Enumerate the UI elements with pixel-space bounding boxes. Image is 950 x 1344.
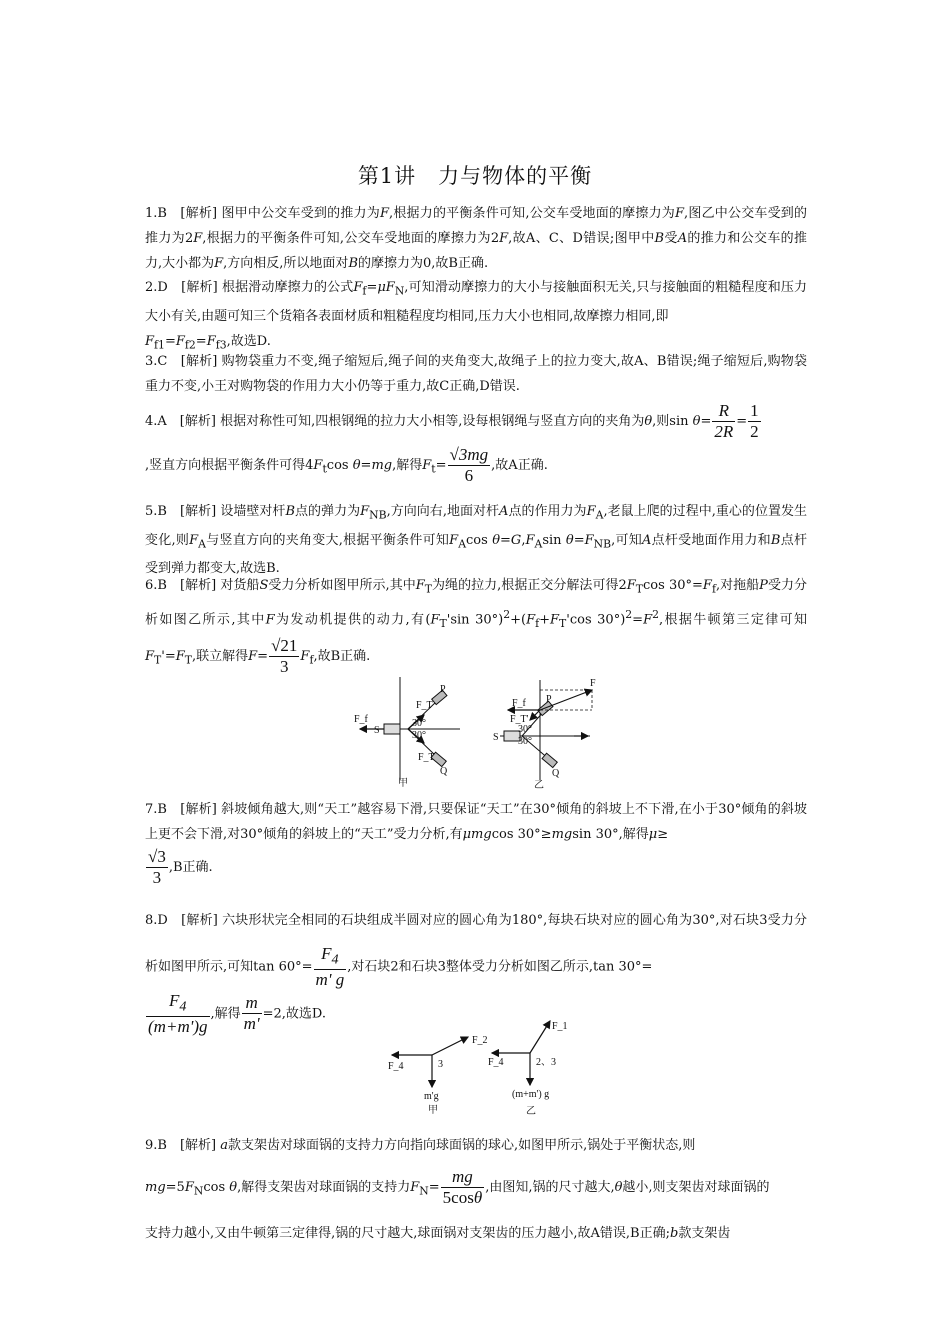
fig8-label: F_1: [552, 1021, 568, 1032]
fig8-label: F_4: [488, 1057, 504, 1068]
fig6-label: 30°: [412, 730, 426, 741]
figure-6: [340, 672, 630, 792]
fig6-label: F_T: [416, 700, 433, 711]
fraction: $\frac{mg}{5\cos\theta}$: [442, 1167, 483, 1207]
fraction: $\frac{F_4}{(m+m')g}$: [148, 990, 208, 1037]
fig6-label: F_T: [418, 752, 435, 763]
fig6-label: P: [440, 684, 446, 695]
fig6-label: 30°: [412, 718, 426, 729]
fraction: $\frac{m}{m'}$: [243, 993, 260, 1034]
answer-9: 9.B [解析] a款支架齿对球面锅的支持力方向指向球面锅的球心,如图甲所示,锅处于平衡状态,则 $mg=5F_N\cos$ θ,解得支架齿对球面锅的支持力$F_N=$ $\frac{mg}{5\cos\theta}$ ,由图知,锅的尺寸越大,θ越小,则支架齿对球面锅的 支持力越小,又由牛顿第三定律得,锅的尺寸越大,球面锅对支架齿的压力越小,故A错误,B正确;b款支架齿: [145, 1138, 770, 1241]
answer-6: 6.B [解析] 对货船S受力分析如图甲所示,其中$F_T$为绳的拉力,根据正交分解法可得$2F_T\cos$ $30^\circ=F_f$,对拖船P受力分析如图乙所示,其中F为发动机提供的动力,有($F_T'\sin$ $30^\circ)^2+(F_f+F_T'\cos$ $30^\circ)^2=F^2$,根据牛顿第三定律可知$F_T'=F_T$,联立解得F= $\frac{√21}{3}$ $F_f$,故B正确.: [145, 578, 808, 676]
fig6-label: F: [590, 678, 596, 689]
fig8-label: m'g: [424, 1091, 439, 1102]
fraction: $\frac{√3mg}{6}$: [449, 445, 489, 485]
fig6-label: F_T': [510, 714, 529, 725]
fig8-label: F_2: [472, 1035, 488, 1046]
fraction: $\frac{√3}{3}$: [148, 847, 166, 887]
fig6-label: S: [374, 725, 380, 736]
fig8-label: 2、3: [536, 1057, 556, 1068]
fig6-label: Q: [552, 768, 560, 779]
fraction: $\frac{R}{2R}$: [714, 401, 734, 441]
fig8-label: F_4: [388, 1061, 404, 1072]
fig6-label: Q: [440, 766, 448, 777]
answer-4: 4.A [解析] 根据对称性可知,四根钢绳的拉力大小相等,设每根钢绳与竖直方向的夹角为θ,则sin θ= $\frac{R}{2R}$ = $\frac{1}{2}$ ,竖直方向根据平衡条件可得$4F_t\cos$ θ=mg,解得$F_t=$ $\frac{√3mg}{6}$ ,故A正确.: [145, 401, 759, 485]
fig6-label: 甲: [398, 778, 408, 789]
answer-1: 1.B [解析] 图甲中公交车受到的推力为F,根据力的平衡条件可知,公交车受地面的摩擦力为F,图乙中公交车受到的推力为2F,根据力的平衡条件可知,公交车受地面的摩擦力为2F,故A、C、D错误;图甲中B受A的推力和公交车的推力,大小都为F,方向相反,所以地面对B的摩擦力为0,故B正确.: [145, 206, 808, 271]
page-title: 第1讲 力与物体的平衡: [357, 164, 593, 188]
fig8-label: 甲: [428, 1105, 438, 1116]
answer-2: 2.D [解析] 根据滑动摩擦力的公式$F_f=\mu F_N$,可知滑动摩擦力的大小与接触面积无关,只与接触面的粗糙程度和压力大小有关,由题可知三个货箱各表面材质和粗糙程度均相同,压力大小也相同,故摩擦力相同,即 $F_{f1}=F_{f2}=F_{f3}$,故选D.: [145, 280, 807, 352]
figure-8: [380, 1015, 580, 1120]
fig6-label: S: [493, 732, 499, 743]
fraction: $\frac{1}{2}$: [750, 401, 759, 441]
answer-3: 3.C [解析] 购物袋重力不变,绳子缩短后,绳子间的夹角变大,故绳子上的拉力变大,故A、B错误;绳子缩短后,购物袋重力不变,小王对购物袋的作用力大小仍等于重力,故C正确,D错误.: [145, 354, 807, 394]
fraction: $\frac{F_4}{m' g}$: [315, 944, 345, 990]
fig6-label: F_f: [354, 714, 368, 725]
fig6-label: F_f: [512, 698, 526, 709]
fig6-label: P: [546, 694, 552, 705]
fig8-label: 3: [438, 1059, 443, 1070]
answer-8: 8.D [解析] 六块形状完全相同的石块组成半圆对应的圆心角为180°,每块石块对应的圆心角为30°,对石块3受力分析如图甲所示,可知tan 60°= $\frac{F_4}{m' g}$ ,对石块2和石块3整体受力分析如图乙所示,tan 30°= $\frac{F_4}{(m+m')g}$ ,解得 $\frac{m}{m'}$ =2,故选D.: [145, 913, 807, 1037]
answer-7: 7.B [解析] 斜坡倾角越大,则“天工”越容易下滑,只要保证“天工”在30°倾角的斜坡上不下滑,在小于30°倾角的斜坡上更不会下滑,对30°倾角的斜坡上的“天工”受力分析,有μmgcos 30°≥mgsin 30°,解得μ≥ $\frac{√3}{3}$ ,B正确.: [145, 802, 807, 887]
fig6-label: 30°: [518, 724, 532, 735]
fig6-label: 乙: [534, 780, 544, 791]
fraction: $\frac{√21}{3}$: [271, 635, 298, 676]
answer-5: 5.B [解析] 设墙壁对杆B点的弹力为$F_{NB}$,方向向右,地面对杆A点的作用力为$F_A$,老鼠上爬的过程中,重心的位置发生变化,则$F_A$与竖直方向的夹角变大,根据平衡条件可知$F_A\cos$ $\theta=G,F_A\sin$ $\theta=F_{NB}$,可知A点杆受地面作用力和B点杆受到弹力都变大,故选B.: [145, 504, 807, 577]
fig8-label: 乙: [526, 1106, 536, 1117]
fig6-label: 30°: [518, 736, 532, 747]
fig8-label: (m+m') g: [512, 1089, 550, 1100]
